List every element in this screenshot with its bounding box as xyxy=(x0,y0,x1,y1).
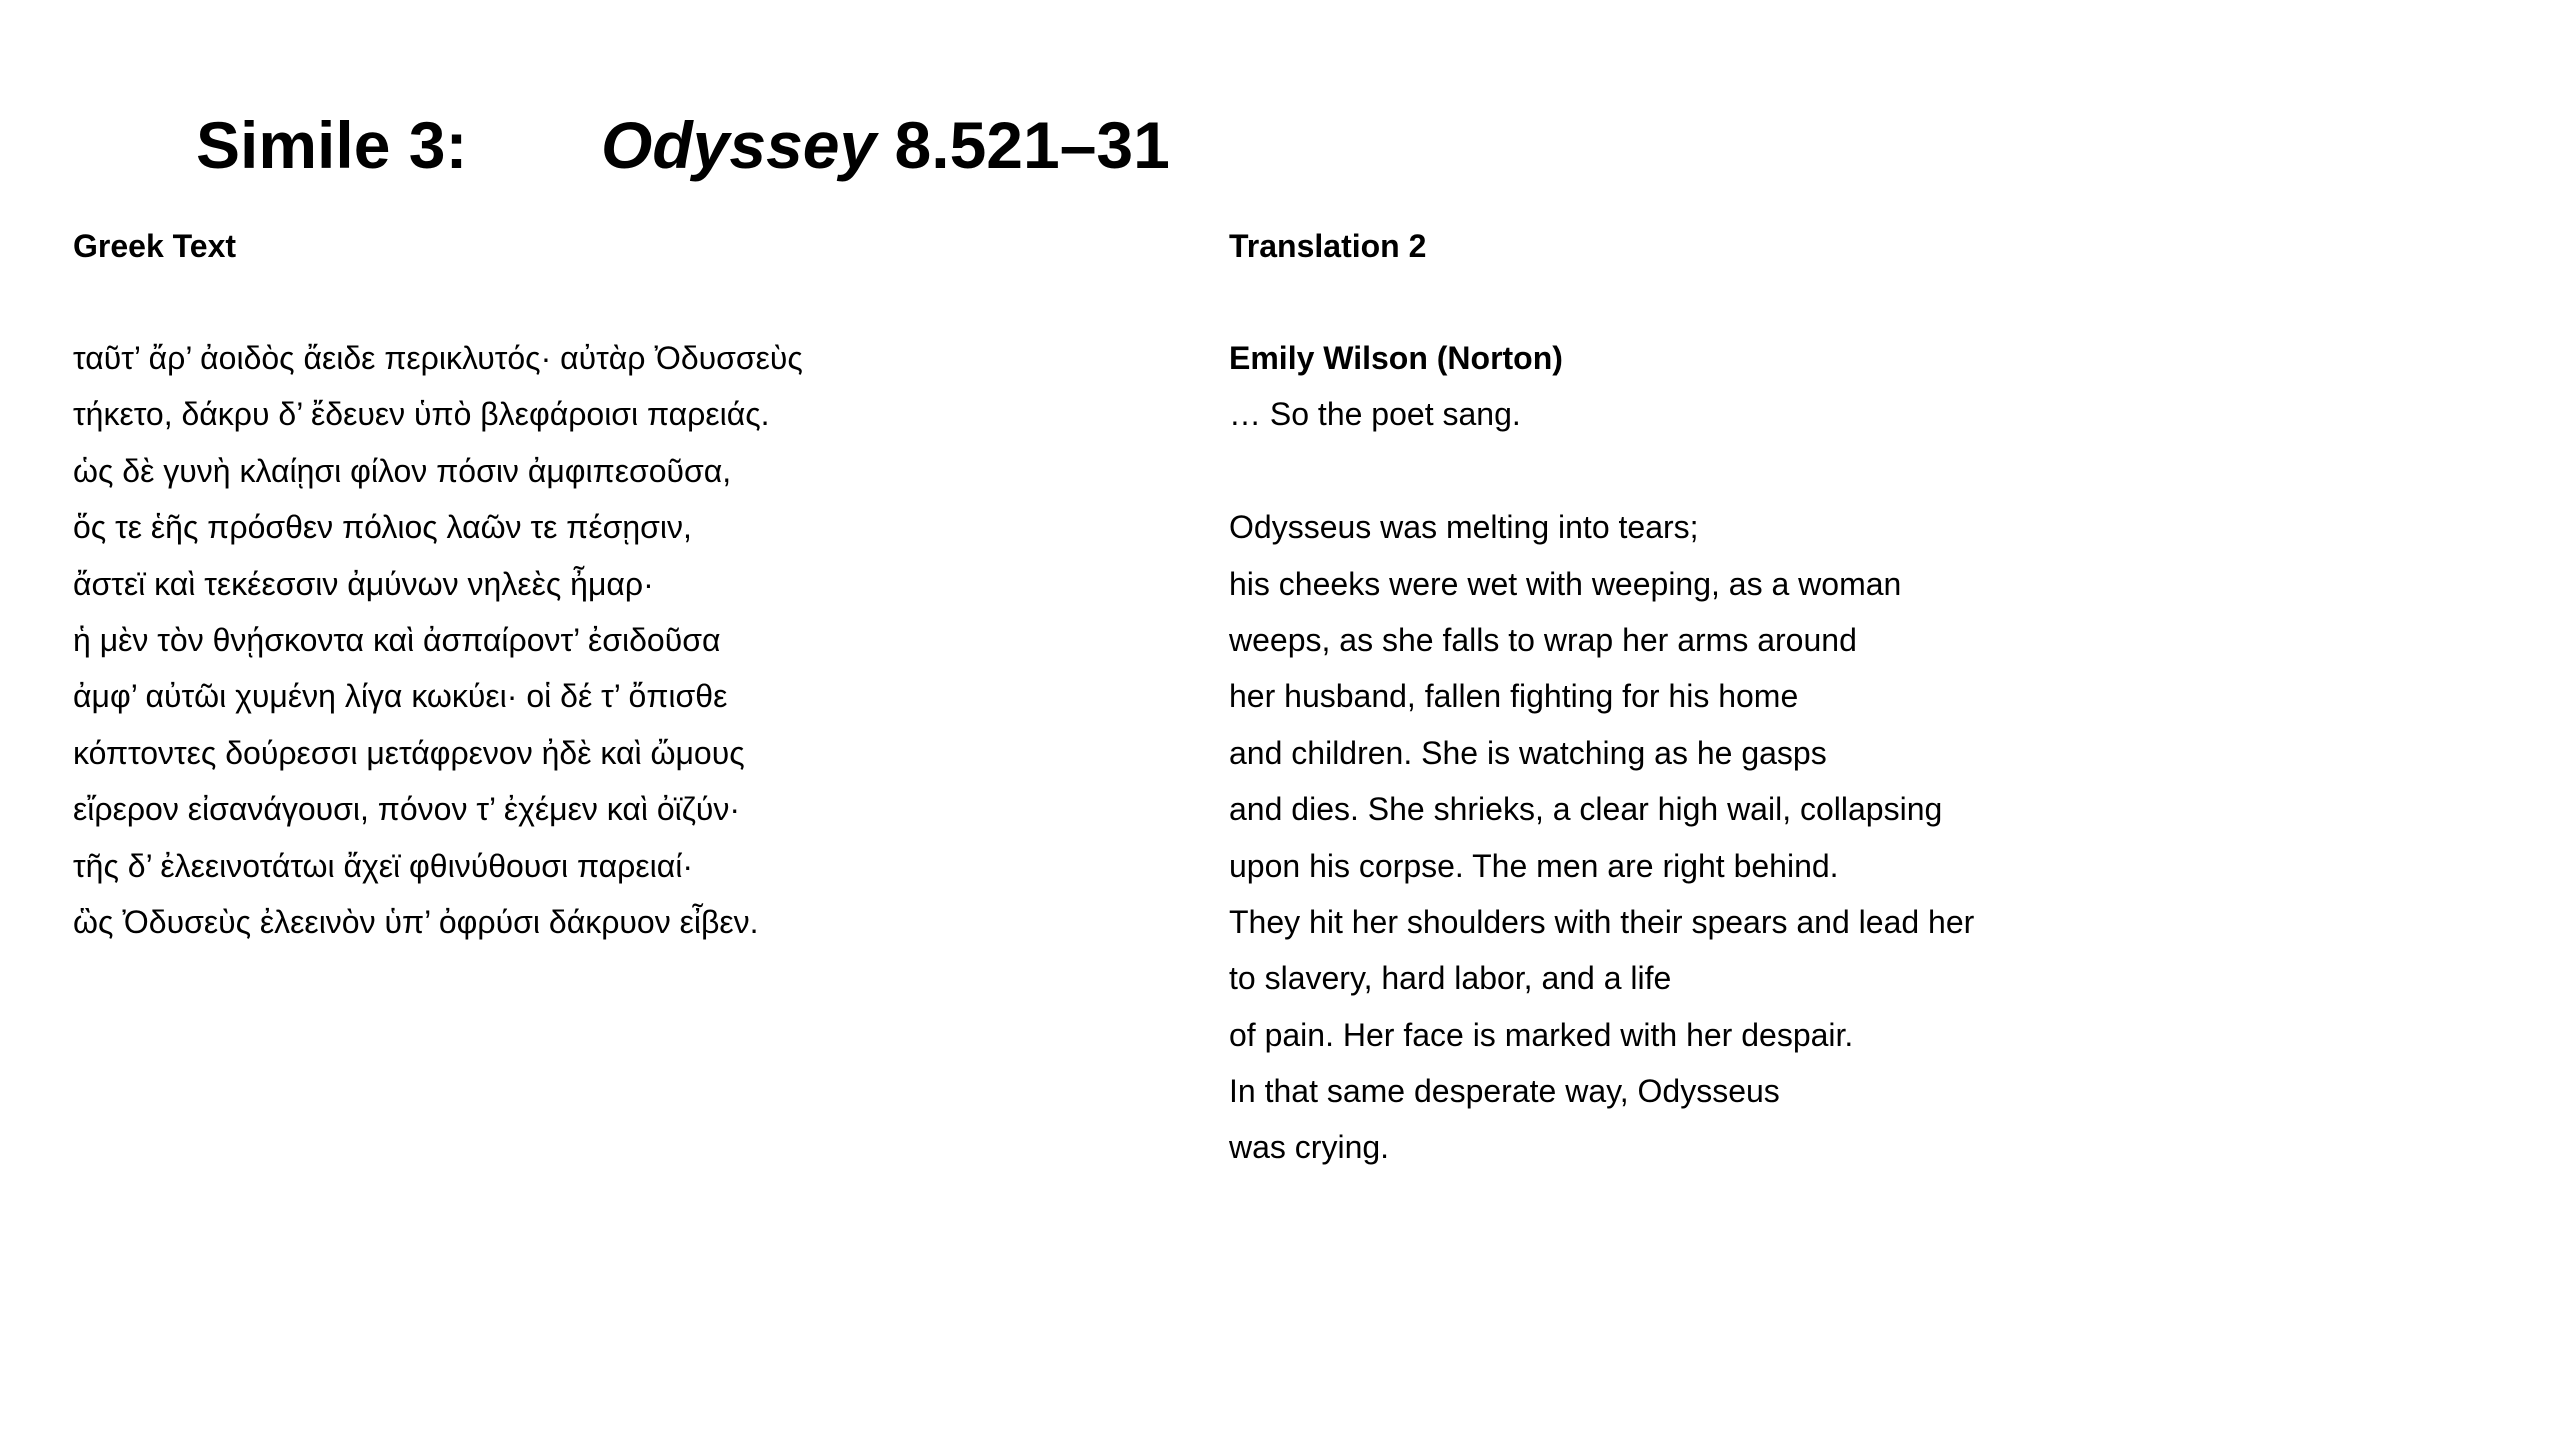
translation-line: his cheeks were wet with weeping, as a woman xyxy=(1229,565,1902,602)
translation-intro-line: … So the poet sang. xyxy=(1229,396,1521,433)
work-title: Odyssey xyxy=(601,108,877,182)
greek-line: ἀμφ’ αὐτῶι χυμένη λίγα κωκύει· οἱ δέ τ’ ὄπισθε xyxy=(73,678,728,715)
greek-text-column xyxy=(73,218,1173,950)
translation-line: was crying. xyxy=(1229,1129,1390,1166)
translator-name: Emily Wilson (Norton) xyxy=(1229,340,1563,376)
translation-line: In that same desperate way, Odysseus xyxy=(1229,1073,1780,1110)
translation-line: her husband, fallen fighting for his home xyxy=(1229,678,1799,715)
greek-line: ἡ μὲν τὸν θνῄσκοντα καὶ ἀσπαίροντ’ ἐσιδοῦσα xyxy=(73,621,721,658)
greek-line: τῆς δ’ ἐλεεινοτάτωι ἄχεϊ φθινύθουσι παρειαί· xyxy=(73,847,694,884)
slide-title xyxy=(196,100,1170,190)
translation-line: and children. She is watching as he gasps xyxy=(1229,734,1827,771)
spacer xyxy=(1229,274,2429,330)
translation-line: They hit her shoulders with their spears and lead her xyxy=(1229,903,1975,940)
greek-line: ὅς τε ἑῆς πρόσθεν πόλιος λαῶν τε πέσῃσιν, xyxy=(73,509,692,546)
line-range: 8.521–31 xyxy=(894,108,1170,182)
translation-line: Odysseus was melting into tears; xyxy=(1229,509,1699,546)
translation-line: upon his corpse. The men are right behind. xyxy=(1229,847,1839,884)
translation-line: and dies. She shrieks, a clear high wail, collapsing xyxy=(1229,791,1943,828)
passage-reference xyxy=(601,100,1170,190)
greek-line: ὣς Ὀδυσεὺς ἐλεεινὸν ὑπ’ ὀφρύσι δάκρυον εἶβεν. xyxy=(73,903,759,940)
greek-line: εἴρερον εἰσανάγουσι, πόνον τ’ ἐχέμεν καὶ ὀϊζύν· xyxy=(73,791,741,828)
blank-line xyxy=(1229,443,2429,499)
greek-line: τήκετο, δάκρυ δ’ ἔδευεν ὑπὸ βλεφάροισι παρειάς. xyxy=(73,396,770,433)
translation-line: of pain. Her face is marked with her despair. xyxy=(1229,1016,1854,1053)
translation-column xyxy=(1229,218,2429,1176)
greek-line: ταῦτ’ ἄρ’ ἀοιδὸς ἄειδε περικλυτός· αὐτὰρ Ὀδυσσεὺς xyxy=(73,340,803,376)
greek-line: ὡς δὲ γυνὴ κλαίῃσι φίλον πόσιν ἀμφιπεσοῦσα, xyxy=(73,452,732,489)
spacer xyxy=(73,274,1173,330)
greek-line: ἄστεϊ καὶ τεκέεσσιν ἀμύνων νηλεὲς ἦμαρ· xyxy=(73,565,654,602)
greek-text-heading: Greek Text xyxy=(73,228,237,264)
greek-line: κόπτοντες δούρεσσι μετάφρενον ἠδὲ καὶ ὤμους xyxy=(73,734,745,771)
translation-heading: Translation 2 xyxy=(1229,228,1427,264)
simile-label: Simile 3: xyxy=(196,108,468,182)
translation-line: weeps, as she falls to wrap her arms around xyxy=(1229,621,1857,658)
translation-line: to slavery, hard labor, and a life xyxy=(1229,960,1672,997)
